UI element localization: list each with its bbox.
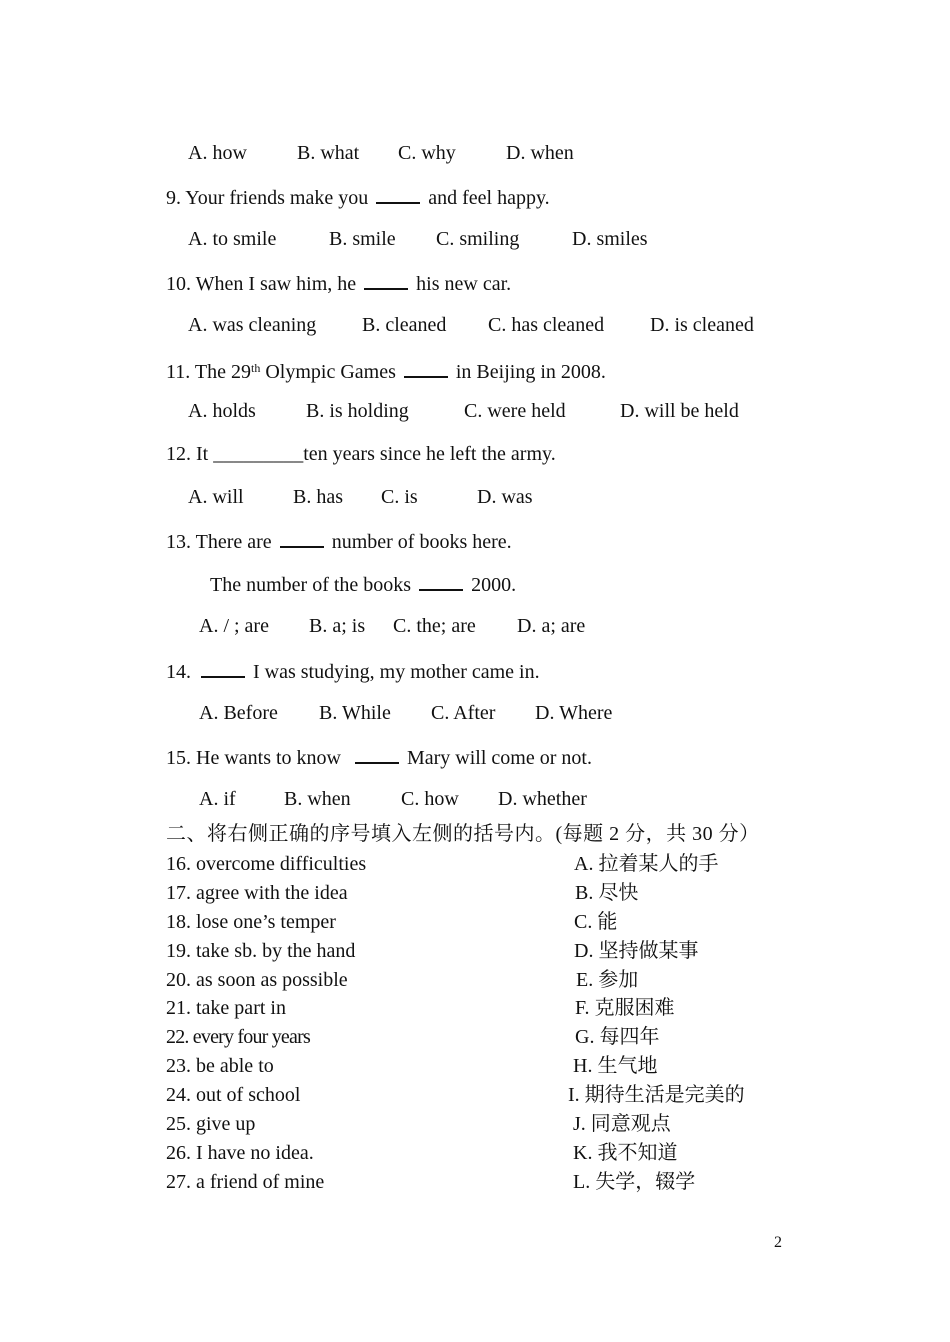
q14-text-before: 14. bbox=[166, 661, 191, 683]
q13-option-d: D. a; are bbox=[517, 615, 586, 637]
q11-stem bbox=[166, 356, 606, 384]
q12-option-c: C. is bbox=[381, 486, 418, 508]
match-right-h: H. 生气地 bbox=[573, 1055, 658, 1077]
q15-stem bbox=[166, 744, 592, 770]
q13-option-b: B. a; is bbox=[309, 615, 366, 637]
q15-option-d: D. whether bbox=[498, 788, 587, 810]
match-left-20: 20. as soon as possible bbox=[166, 969, 348, 991]
match-right-d: D. 坚持做某事 bbox=[574, 940, 699, 962]
q11-ordinal-suffix: th bbox=[251, 361, 261, 375]
q11-text-middle: Olympic Games bbox=[260, 361, 396, 383]
match-left-27: 27. a friend of mine bbox=[166, 1171, 325, 1193]
q13-stem-line2 bbox=[210, 571, 516, 597]
q9-option-b: B. smile bbox=[329, 228, 396, 250]
q13-blank-1[interactable] bbox=[280, 528, 324, 548]
q15-option-a: A. if bbox=[199, 788, 236, 810]
match-right-a: A. 拉着某人的手 bbox=[574, 853, 719, 875]
match-right-j: J. 同意观点 bbox=[573, 1113, 671, 1135]
q14-option-b: B. While bbox=[319, 702, 391, 724]
match-right-b: B. 尽快 bbox=[575, 882, 639, 904]
match-left-25: 25. give up bbox=[166, 1113, 256, 1135]
q8-option-b: B. what bbox=[297, 142, 360, 164]
q11-option-b: B. is holding bbox=[306, 400, 409, 422]
match-left-24: 24. out of school bbox=[166, 1084, 301, 1106]
match-left-16: 16. overcome difficulties bbox=[166, 853, 367, 875]
match-right-l: L. 失学，辍学 bbox=[573, 1171, 696, 1193]
q15-text-before: 15. He wants to know bbox=[166, 747, 341, 769]
q11-text-after: in Beijing in 2008. bbox=[455, 361, 606, 383]
q14-option-a: A. Before bbox=[199, 702, 278, 724]
q14-stem bbox=[166, 658, 540, 684]
q11-option-d: D. will be held bbox=[620, 400, 739, 422]
q9-blank[interactable] bbox=[376, 184, 420, 204]
q13-line2-after: 2000. bbox=[471, 574, 517, 596]
q8-option-c: C. why bbox=[398, 142, 456, 164]
q13-text-after: number of books here. bbox=[331, 531, 512, 553]
q11-option-a: A. holds bbox=[188, 400, 256, 422]
match-right-e: E. 参加 bbox=[576, 969, 639, 991]
match-right-c: C. 能 bbox=[574, 911, 618, 933]
q10-text-before: 10. When I saw him, he bbox=[166, 273, 357, 295]
q10-option-d: D. is cleaned bbox=[650, 314, 754, 336]
q8-option-d: D. when bbox=[506, 142, 574, 164]
match-left-19: 19. take sb. by the hand bbox=[166, 940, 356, 962]
q15-option-b: B. when bbox=[284, 788, 351, 810]
match-left-17: 17. agree with the idea bbox=[166, 882, 348, 904]
match-left-26: 26. I have no idea. bbox=[166, 1142, 314, 1164]
q15-text-after: Mary will come or not. bbox=[406, 747, 592, 769]
q13-line2-before: The number of the books bbox=[210, 574, 412, 596]
q14-option-d: D. Where bbox=[535, 702, 613, 724]
q11-blank[interactable] bbox=[404, 358, 448, 378]
q9-option-d: D. smiles bbox=[572, 228, 648, 250]
q13-blank-2[interactable] bbox=[419, 571, 463, 591]
q9-text-after: and feel happy. bbox=[428, 187, 550, 209]
match-left-18: 18. lose one’s temper bbox=[166, 911, 336, 933]
q14-blank[interactable] bbox=[201, 658, 245, 678]
match-right-k: K. 我不知道 bbox=[573, 1142, 678, 1164]
q15-blank[interactable] bbox=[355, 744, 399, 764]
q10-option-b: B. cleaned bbox=[362, 314, 447, 336]
q13-option-c: C. the; are bbox=[393, 615, 476, 637]
q10-text-after: his new car. bbox=[416, 273, 512, 295]
q13-stem bbox=[166, 528, 512, 554]
q14-text-after: I was studying, my mother came in. bbox=[253, 661, 540, 683]
q12-option-d: D. was bbox=[477, 486, 533, 508]
q10-option-c: C. has cleaned bbox=[488, 314, 605, 336]
section-2-title: 二、将右侧正确的序号填入左侧的括号内。(每题 2 分，共 30 分） bbox=[166, 823, 760, 845]
q10-blank[interactable] bbox=[364, 270, 408, 290]
match-left-23: 23. be able to bbox=[166, 1055, 274, 1077]
q8-option-a: A. how bbox=[188, 142, 247, 164]
match-right-i: I. 期待生活是完美的 bbox=[568, 1084, 745, 1106]
q9-text-before: 9. Your friends make you bbox=[166, 187, 369, 209]
q15-option-c: C. how bbox=[401, 788, 459, 810]
q13-text-before: 13. There are bbox=[166, 531, 272, 553]
q9-stem bbox=[166, 184, 550, 210]
q13-option-a: A. / ; are bbox=[199, 615, 269, 637]
match-right-f: F. 克服困难 bbox=[575, 997, 675, 1019]
q9-option-a: A. to smile bbox=[188, 228, 277, 250]
q14-option-c: C. After bbox=[431, 702, 496, 724]
match-left-21: 21. take part in bbox=[166, 997, 286, 1019]
page-number: 2 bbox=[774, 1234, 782, 1251]
q12-option-a: A. will bbox=[188, 486, 244, 508]
match-right-g: G. 每四年 bbox=[575, 1026, 660, 1048]
q9-option-c: C. smiling bbox=[436, 228, 520, 250]
match-left-22: 22. every four years bbox=[166, 1026, 310, 1048]
q10-stem bbox=[166, 270, 511, 296]
q11-text-before: 11. The 29 bbox=[166, 361, 251, 383]
q11-option-c: C. were held bbox=[464, 400, 566, 422]
q12-option-b: B. has bbox=[293, 486, 343, 508]
q10-option-a: A. was cleaning bbox=[188, 314, 317, 336]
q12-stem: 12. It _________ten years since he left the army. bbox=[166, 443, 556, 465]
